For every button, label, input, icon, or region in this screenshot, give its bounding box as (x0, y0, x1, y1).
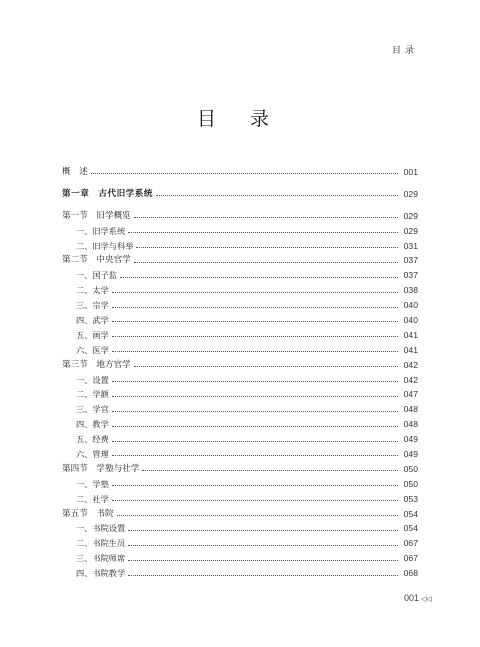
toc-entry-label: 三、学官 (76, 404, 109, 415)
toc-entry-page: 001 (403, 167, 418, 177)
toc-section-entry[interactable] (62, 358, 418, 373)
toc-entry-label: 第五节 书院 (62, 508, 114, 519)
toc-entry-label: 第三节 地方官学 (62, 359, 131, 370)
toc-subsection-entry[interactable] (62, 298, 418, 313)
toc-entry-label: 一、学塾 (76, 478, 109, 489)
dot-leader (128, 231, 398, 233)
toc-section-entry[interactable] (62, 165, 418, 180)
toc-entry-label: 一、国子监 (76, 270, 117, 281)
dot-leader (128, 529, 398, 531)
dot-leader (112, 425, 398, 427)
toc-entry-label: 二、旧学与科举 (76, 240, 134, 251)
toc-entry-page: 049 (403, 434, 418, 445)
toc-entry-label: 二、太学 (76, 285, 109, 296)
toc-entry-page: 031 (403, 240, 418, 251)
dot-leader (128, 574, 398, 576)
toc-entry-page: 029 (403, 188, 418, 199)
toc-entry-page: 040 (403, 300, 418, 311)
toc-entry-page: 041 (403, 329, 418, 340)
toc-entry-page: 068 (403, 568, 418, 579)
toc-entry-page: 041 (403, 344, 418, 355)
toc-entry-label: 六、管理 (76, 449, 109, 460)
dot-leader (112, 440, 398, 442)
dot-leader (134, 365, 398, 367)
toc-subsection-entry[interactable] (62, 521, 418, 536)
dot-leader (134, 261, 398, 263)
dot-leader (91, 172, 398, 174)
toc-entry-page: 050 (403, 478, 418, 489)
dot-leader (136, 246, 398, 248)
toc-section-entry[interactable] (62, 253, 418, 268)
toc-entry-page: 047 (403, 389, 418, 400)
toc-entry-label: 第一节 旧学概览 (62, 210, 131, 221)
toc-subsection-entry[interactable] (62, 373, 418, 388)
dot-leader (112, 306, 398, 308)
dot-leader (156, 194, 398, 196)
toc-subsection-entry[interactable] (62, 432, 418, 447)
toc-entry-page: 037 (403, 255, 418, 266)
toc-entry-label: 六、医学 (76, 344, 109, 355)
toc-entry-page: 042 (403, 374, 418, 385)
page-number-value: 001 (404, 593, 420, 603)
dot-leader (112, 380, 398, 382)
toc-entry-page: 050 (403, 463, 418, 474)
dot-leader (112, 410, 398, 412)
toc-entry-label: 二、书院生员 (76, 538, 126, 549)
toc-entry-label: 四、书院教学 (76, 568, 126, 579)
toc-subsection-entry[interactable] (62, 328, 418, 343)
toc-entry-page: 054 (403, 508, 418, 519)
table-of-contents (62, 165, 418, 581)
dot-leader (128, 544, 398, 546)
toc-subsection-entry[interactable] (62, 551, 418, 566)
toc-entry-label: 五、画学 (76, 329, 109, 340)
toc-subsection-entry[interactable] (62, 387, 418, 402)
dot-leader (142, 469, 398, 471)
toc-subsection-entry[interactable] (62, 447, 418, 462)
toc-entry-label: 三、书院师席 (76, 553, 126, 564)
toc-entry-page: 067 (403, 553, 418, 564)
toc-section-entry[interactable] (62, 209, 418, 224)
toc-subsection-entry[interactable] (62, 402, 418, 417)
dot-leader (112, 484, 398, 486)
dot-leader (112, 454, 398, 456)
toc-subsection-entry[interactable] (62, 492, 418, 507)
toc-entry-page: 037 (403, 270, 418, 281)
toc-subsection-entry[interactable] (62, 224, 418, 239)
dot-leader (112, 499, 398, 501)
toc-entry-label: 第二节 中央官学 (62, 255, 131, 266)
running-head: 目录 (392, 46, 419, 56)
dot-leader (112, 320, 398, 322)
toc-subsection-entry[interactable] (62, 239, 418, 254)
toc-entry-page: 048 (403, 404, 418, 415)
toc-entry-page: 049 (403, 449, 418, 460)
page-mark-icon: ◁◁ (421, 596, 432, 603)
toc-entry-label: 概 述 (62, 167, 88, 177)
toc-entry-page: 048 (403, 419, 418, 430)
dot-leader (117, 514, 398, 516)
toc-subsection-entry[interactable] (62, 417, 418, 432)
toc-subsection-entry[interactable] (62, 566, 418, 581)
toc-entry-label: 二、学额 (76, 389, 109, 400)
toc-entry-page: 029 (403, 225, 418, 236)
dot-leader (134, 216, 398, 218)
toc-section-entry[interactable] (62, 462, 418, 477)
dot-leader (112, 395, 398, 397)
toc-section-entry[interactable] (62, 507, 418, 522)
toc-entry-page: 054 (403, 523, 418, 534)
toc-subsection-entry[interactable] (62, 343, 418, 358)
toc-entry-page: 067 (403, 538, 418, 549)
toc-subsection-entry[interactable] (62, 536, 418, 551)
toc-subsection-entry[interactable] (62, 477, 418, 492)
toc-entry-label: 第一章 古代旧学系统 (62, 188, 153, 199)
toc-entry-page: 042 (403, 359, 418, 370)
toc-subsection-entry[interactable] (62, 283, 418, 298)
toc-entry-label: 第四节 学塾与社学 (62, 463, 140, 474)
dot-leader (120, 276, 398, 278)
toc-subsection-entry[interactable] (62, 268, 418, 283)
toc-entry-label: 三、宗学 (76, 300, 109, 311)
toc-entry-page: 038 (403, 285, 418, 296)
dot-leader (112, 291, 398, 293)
toc-chapter-entry[interactable] (62, 187, 418, 202)
toc-entry-label: 四、武学 (76, 315, 109, 326)
toc-entry-label: 四、教学 (76, 419, 109, 430)
toc-entry-label: 一、设置 (76, 374, 109, 385)
toc-entry-page: 053 (403, 493, 418, 504)
toc-subsection-entry[interactable] (62, 313, 418, 328)
dot-leader (112, 335, 398, 337)
page-number (404, 593, 432, 603)
dot-leader (128, 559, 398, 561)
page-title: 目 录 (196, 108, 284, 130)
toc-entry-label: 五、经费 (76, 434, 109, 445)
toc-entry-page: 029 (403, 210, 418, 221)
toc-entry-page: 040 (403, 315, 418, 326)
dot-leader (112, 350, 398, 352)
toc-entry-label: 一、书院设置 (76, 523, 126, 534)
toc-entry-label: 一、旧学系统 (76, 225, 126, 236)
toc-entry-label: 二、社学 (76, 493, 109, 504)
